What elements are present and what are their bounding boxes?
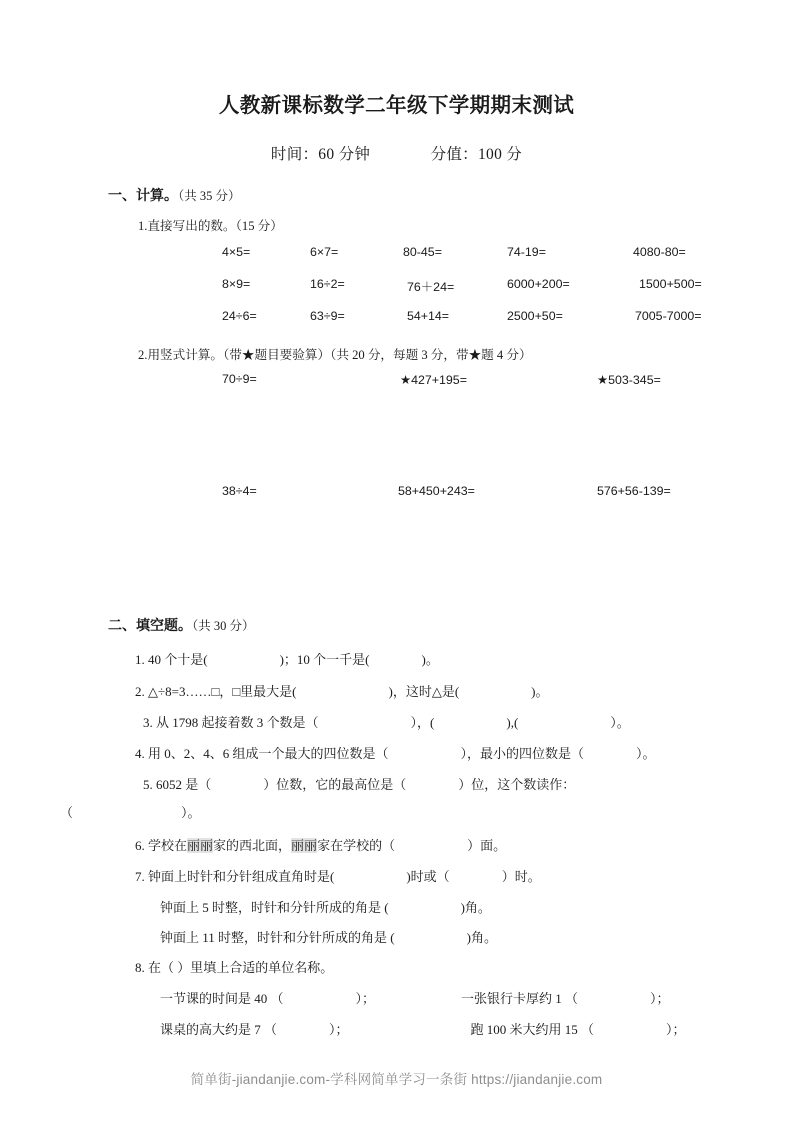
question-8-item-left-a: 课桌的高大约是 7 （ <box>160 1022 278 1038</box>
problem-item: 63÷9= <box>310 308 345 323</box>
problem-item: ★503-345= <box>597 373 661 388</box>
question-6 <box>60 836 733 856</box>
question-7-line-3 <box>60 928 733 948</box>
section-one-label: 一、计算。 <box>108 188 178 204</box>
question-6-name-first: 丽丽 <box>187 838 214 854</box>
section-one-heading <box>60 186 733 207</box>
question-7 <box>60 867 733 887</box>
question-2-part-a: 2. △÷8=3……□，□里最大是( <box>135 683 297 699</box>
question-7-part-a: 7. 钟面上时针和分针组成直角时是( <box>135 869 335 885</box>
vertical-calc-grid <box>60 372 733 516</box>
question-8-item-right-a: 跑 100 米大约用 15 （ <box>470 1022 595 1038</box>
problem-item: 576+56-139= <box>597 484 671 499</box>
question-8-item-right-b: ）； <box>666 1022 686 1038</box>
problem-item: 16÷2= <box>310 276 345 291</box>
section-one-points: （共 35 分） <box>178 188 241 203</box>
problem-item: 54+14= <box>407 308 450 323</box>
question-8-item-right-a: 一张银行卡厚约 1 （ <box>461 990 579 1006</box>
problem-item: 76＋24= <box>407 279 455 294</box>
question-8: 8. 在（ ）里填上合适的单位名称。 <box>135 959 334 975</box>
oral-calc-row <box>60 309 733 341</box>
question-6-part-d: ）面。 <box>467 838 507 854</box>
question-6-name-second: 丽丽 <box>291 838 318 854</box>
question-5-part-c: ）位，这个数读作： <box>458 776 576 792</box>
question-7-line2-part-b: )角。 <box>460 899 491 915</box>
question-2-part-c: )。 <box>531 683 549 699</box>
problem-item: 2500+50= <box>507 308 563 323</box>
question-1 <box>60 650 733 670</box>
problem-item: 4080-80= <box>633 244 686 259</box>
question-8-item-left-b: ）； <box>329 1022 349 1038</box>
exam-meta <box>60 120 733 164</box>
question-8-item-row-2 <box>60 1020 733 1040</box>
problem-item: 7005-7000= <box>635 308 702 323</box>
question-3-part-c: ),( <box>506 714 519 730</box>
page-title: 人教新课标数学二年级下学期期末测试 <box>218 95 575 117</box>
vertical-calc-row <box>60 372 733 484</box>
question-8-item-right-b: ）； <box>650 990 670 1006</box>
problem-item: 6000+200= <box>507 276 570 291</box>
exam-total-score: 分值：100 分 <box>430 145 523 163</box>
exam-duration: 时间：60 分钟 <box>270 145 371 163</box>
problem-item: 8×9= <box>222 276 251 291</box>
question-2 <box>60 682 733 702</box>
question-4-part-b: ），最小的四位数是（ <box>460 745 585 761</box>
section-two-points: （共 30 分） <box>192 619 255 634</box>
question-3 <box>60 713 733 733</box>
question-4-part-c: ）。 <box>636 745 656 761</box>
section-one-sub1-label: 1.直接写出的数。（15 分） <box>138 218 283 233</box>
question-3-part-b: ），( <box>410 714 435 730</box>
vertical-calc-row <box>60 484 733 516</box>
question-7-part-b: )时或（ <box>406 869 450 885</box>
problem-item: ★427+195= <box>400 373 467 388</box>
question-1-part-b: )；10 个一千是( <box>279 652 370 668</box>
problem-item: 74-19= <box>507 244 546 259</box>
question-1-part-a: 1. 40 个十是( <box>135 652 208 668</box>
question-4 <box>60 744 733 764</box>
question-8-item-left-a: 一节课的时间是 40 （ <box>160 990 284 1006</box>
question-2-part-b: )，这时△是( <box>388 683 460 699</box>
problem-item: 6×7= <box>310 244 339 259</box>
question-7-line3-part-b: )角。 <box>466 929 497 945</box>
question-8-item-row-1 <box>60 989 733 1009</box>
question-5-part-b: ）位数，它的最高位是（ <box>263 776 407 792</box>
question-7-line3-part-a: 钟面上 11 时整，时针和分针所成的角是 ( <box>160 929 395 945</box>
problem-item: 70÷9= <box>222 372 257 387</box>
question-5-part-d: （ <box>60 805 74 821</box>
question-5-continuation <box>60 803 733 823</box>
question-1-part-c: )。 <box>421 652 439 668</box>
oral-calc-row <box>60 277 733 309</box>
question-6-part-c: 家在学校的（ <box>317 838 396 854</box>
question-3-part-a: 3. 从 1798 起接着数 3 个数是（ <box>143 714 319 730</box>
question-5 <box>60 775 733 795</box>
question-6-part-b: 家的西北面， <box>213 838 292 854</box>
section-two-heading <box>60 616 733 637</box>
oral-calc-grid <box>60 245 733 341</box>
question-3-part-d: ）。 <box>610 714 630 730</box>
problem-item: 4×5= <box>222 244 251 259</box>
problem-item: 58+450+243= <box>398 484 475 499</box>
question-6-part-a: 6. 学校在 <box>135 838 188 854</box>
question-8-item-left-b: ）； <box>355 990 376 1006</box>
section-one-sub2-label: 2.用竖式计算。（带★题目要验算）（共 20 分，每题 3 分，带★题 4 分） <box>138 347 532 362</box>
problem-item: 38÷4= <box>222 484 257 499</box>
oral-calc-row <box>60 245 733 277</box>
question-5-part-e: ）。 <box>181 805 201 821</box>
problem-item: 1500+500= <box>639 276 702 291</box>
question-7-line2-part-a: 钟面上 5 时整，时针和分针所成的角是 ( <box>160 899 389 915</box>
question-7-line-2 <box>60 898 733 918</box>
problem-item: 80-45= <box>403 244 442 259</box>
section-two-label: 二、填空题。 <box>108 619 192 635</box>
question-4-part-a: 4. 用 0、2、4、6 组成一个最大的四位数是（ <box>135 745 389 761</box>
question-5-part-a: 5. 6052 是（ <box>143 776 212 792</box>
problem-item: 24÷6= <box>222 308 257 323</box>
question-7-part-c: ）时。 <box>501 869 541 885</box>
footer-watermark: 简单街-jiandanjie.com-学科网简单学习一条街 https://jiandanjie.com <box>190 1072 603 1087</box>
